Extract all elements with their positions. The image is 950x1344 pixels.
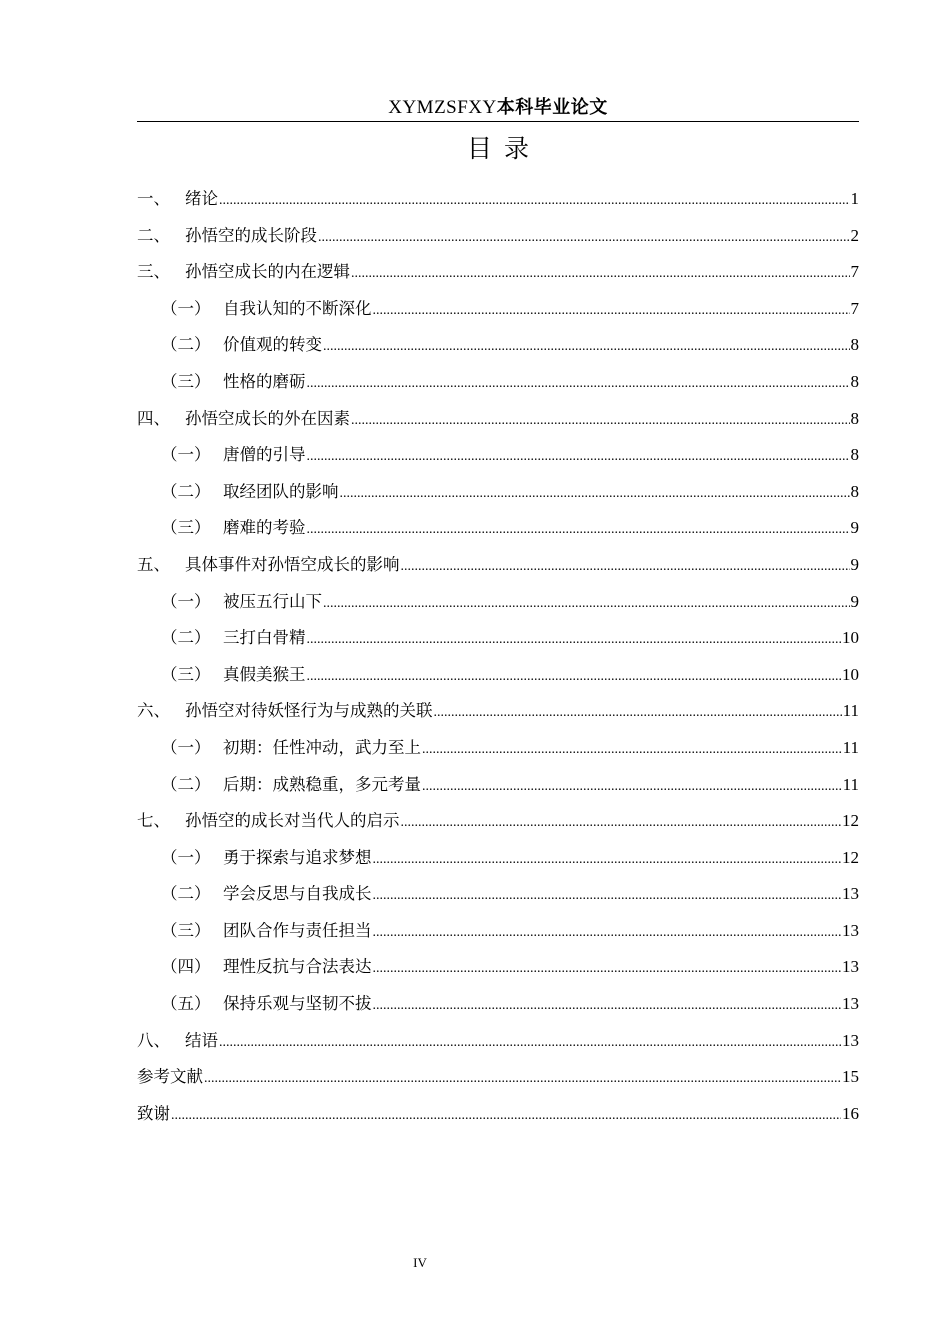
toc-entry-title: 取经团队的影响: [223, 481, 339, 501]
toc-entry-page: 8: [850, 408, 859, 428]
toc-entry[interactable]: [137, 254, 859, 291]
toc-entry-page: 10: [842, 664, 859, 684]
toc-dot-leader: [422, 730, 842, 767]
toc-entry[interactable]: [137, 1096, 859, 1133]
toc-dot-leader: [219, 181, 850, 218]
toc-entry-page: 12: [842, 811, 859, 831]
toc-entry[interactable]: [137, 949, 859, 986]
toc-entry[interactable]: [137, 437, 859, 474]
toc-entry[interactable]: [137, 986, 859, 1023]
toc-entry-title: 唐僧的引导: [223, 445, 306, 465]
toc-entry[interactable]: [137, 401, 859, 438]
toc-entry-page: 10: [842, 628, 859, 648]
toc-entry-page: 2: [850, 225, 859, 245]
toc-entry-number: 七、: [137, 811, 170, 831]
toc-entry-page: 8: [850, 371, 859, 391]
toc-dot-leader: [434, 693, 842, 730]
toc-entry-number: （一）: [161, 737, 211, 757]
toc-dot-leader: [401, 547, 850, 584]
toc-entry-page: 8: [850, 445, 859, 465]
toc-entry-title: 孙悟空成长的外在因素: [185, 408, 350, 428]
toc-entry-title: 学会反思与自我成长: [223, 884, 372, 904]
toc-entry[interactable]: [137, 913, 859, 950]
toc-entry-title: 后期：成熟稳重，多元考量: [223, 774, 421, 794]
toc-entry[interactable]: [137, 876, 859, 913]
toc-entry-page: 16: [842, 1103, 859, 1123]
toc-entry-page: 13: [842, 1030, 859, 1050]
toc-entry[interactable]: [137, 510, 859, 547]
toc-entry-number: （一）: [161, 591, 211, 611]
toc-entry[interactable]: [137, 1023, 859, 1060]
toc-dot-leader: [401, 803, 842, 840]
toc-entry-page: 12: [842, 847, 859, 867]
toc-entry-number: 三、: [137, 262, 170, 282]
toc-entry-page: 8: [850, 481, 859, 501]
table-of-contents: [137, 181, 859, 1132]
toc-entry[interactable]: [137, 181, 859, 218]
toc-dot-leader: [307, 510, 850, 547]
toc-entry-title: 致谢: [137, 1103, 170, 1123]
toc-entry-title: 孙悟空的成长对当代人的启示: [185, 811, 400, 831]
toc-entry-number: （四）: [161, 957, 211, 977]
toc-entry[interactable]: [137, 364, 859, 401]
toc-entry-title: 被压五行山下: [223, 591, 322, 611]
toc-entry-number: （一）: [161, 298, 211, 318]
toc-entry-number: 二、: [137, 225, 170, 245]
toc-entry-title: 孙悟空成长的内在逻辑: [185, 262, 350, 282]
toc-entry-number: （二）: [161, 481, 211, 501]
toc-entry-title: 具体事件对孙悟空成长的影响: [185, 554, 400, 574]
toc-entry-title: 保持乐观与坚韧不拔: [223, 994, 372, 1014]
toc-entry-title: 孙悟空的成长阶段: [185, 225, 317, 245]
toc-entry[interactable]: [137, 218, 859, 255]
toc-dot-leader: [351, 401, 850, 438]
toc-entry-number: （三）: [161, 518, 211, 538]
toc-entry-page: 13: [842, 994, 859, 1014]
toc-entry-number: （二）: [161, 335, 211, 355]
toc-entry-number: 四、: [137, 408, 170, 428]
toc-entry-title: 参考文献: [137, 1067, 203, 1087]
toc-entry-title: 孙悟空对待妖怪行为与成熟的关联: [185, 701, 433, 721]
toc-entry-page: 9: [850, 554, 859, 574]
toc-entry-page: 7: [850, 298, 859, 318]
toc-entry-title: 真假美猴王: [223, 664, 306, 684]
toc-dot-leader: [373, 986, 842, 1023]
toc-entry-title: 勇于探索与追求梦想: [223, 847, 372, 867]
toc-entry[interactable]: [137, 767, 859, 804]
header-suffix: 本科毕业论文: [496, 97, 608, 118]
toc-dot-leader: [307, 437, 850, 474]
toc-entry-page: 8: [850, 335, 859, 355]
toc-entry-number: 五、: [137, 554, 170, 574]
toc-entry-number: （五）: [161, 994, 211, 1014]
toc-dot-leader: [307, 364, 850, 401]
toc-entry[interactable]: [137, 291, 859, 328]
toc-entry-number: （一）: [161, 847, 211, 867]
toc-dot-leader: [219, 1023, 841, 1060]
toc-entry-number: （二）: [161, 884, 211, 904]
toc-entry-title: 价值观的转变: [223, 335, 322, 355]
toc-entry-title: 初期：任性冲动，武力至上: [223, 737, 421, 757]
toc-entry-number: （三）: [161, 664, 211, 684]
toc-dot-leader: [373, 949, 842, 986]
toc-title: 目录: [466, 134, 541, 163]
toc-entry-number: （二）: [161, 628, 211, 648]
toc-dot-leader: [373, 840, 842, 877]
toc-entry[interactable]: [137, 840, 859, 877]
toc-dot-leader: [323, 584, 850, 621]
toc-entry-number: 六、: [137, 701, 170, 721]
toc-entry[interactable]: [137, 803, 859, 840]
toc-entry-number: （三）: [161, 920, 211, 940]
toc-entry-title: 磨难的考验: [223, 518, 306, 538]
toc-entry-page: 1: [850, 189, 859, 208]
toc-entry-page: 15: [842, 1067, 859, 1087]
toc-entry-number: （一）: [161, 445, 211, 465]
toc-entry[interactable]: [137, 474, 859, 511]
toc-dot-leader: [307, 657, 842, 694]
toc-dot-leader: [204, 1059, 841, 1096]
toc-entry-title: 性格的磨砺: [223, 371, 306, 391]
toc-entry-title: 自我认知的不断深化: [223, 298, 372, 318]
toc-entry-page: 13: [842, 957, 859, 977]
toc-dot-leader: [422, 767, 842, 804]
toc-entry-number: （三）: [161, 371, 211, 391]
toc-entry-page: 11: [842, 774, 859, 794]
toc-entry-title: 理性反抗与合法表达: [223, 957, 372, 977]
toc-entry[interactable]: [137, 327, 859, 364]
toc-entry-title: 结语: [185, 1030, 218, 1050]
toc-entry-page: 11: [842, 701, 859, 721]
toc-entry[interactable]: [137, 693, 859, 730]
toc-dot-leader: [171, 1096, 841, 1133]
page-number: IV: [413, 1255, 427, 1270]
toc-entry-page: 7: [850, 262, 859, 282]
toc-dot-leader: [307, 620, 842, 657]
running-header: [137, 94, 859, 120]
toc-entry-number: （二）: [161, 774, 211, 794]
toc-entry[interactable]: [137, 620, 859, 657]
toc-entry[interactable]: [137, 1059, 859, 1096]
header-brand: XYMZSFXY: [388, 97, 497, 118]
toc-entry[interactable]: [137, 547, 859, 584]
toc-entry-title: 三打白骨精: [223, 628, 306, 648]
toc-entry-number: 八、: [137, 1030, 170, 1050]
toc-dot-leader: [373, 913, 842, 950]
toc-entry-number: 一、: [137, 189, 170, 208]
toc-entry-title: 团队合作与责任担当: [223, 920, 372, 940]
toc-dot-leader: [340, 474, 850, 511]
toc-entry-page: 13: [842, 920, 859, 940]
toc-entry-title: 绪论: [185, 189, 218, 208]
toc-dot-leader: [373, 876, 842, 913]
toc-dot-leader: [318, 218, 850, 255]
toc-entry[interactable]: [137, 657, 859, 694]
toc-entry-page: 11: [842, 737, 859, 757]
toc-dot-leader: [351, 254, 850, 291]
toc-entry-page: 13: [842, 884, 859, 904]
toc-dot-leader: [323, 327, 850, 364]
toc-entry[interactable]: [137, 584, 859, 621]
toc-dot-leader: [373, 291, 850, 328]
toc-entry-page: 9: [850, 591, 859, 611]
toc-entry[interactable]: [137, 730, 859, 767]
toc-entry-page: 9: [850, 518, 859, 538]
header-rule: [137, 121, 859, 122]
